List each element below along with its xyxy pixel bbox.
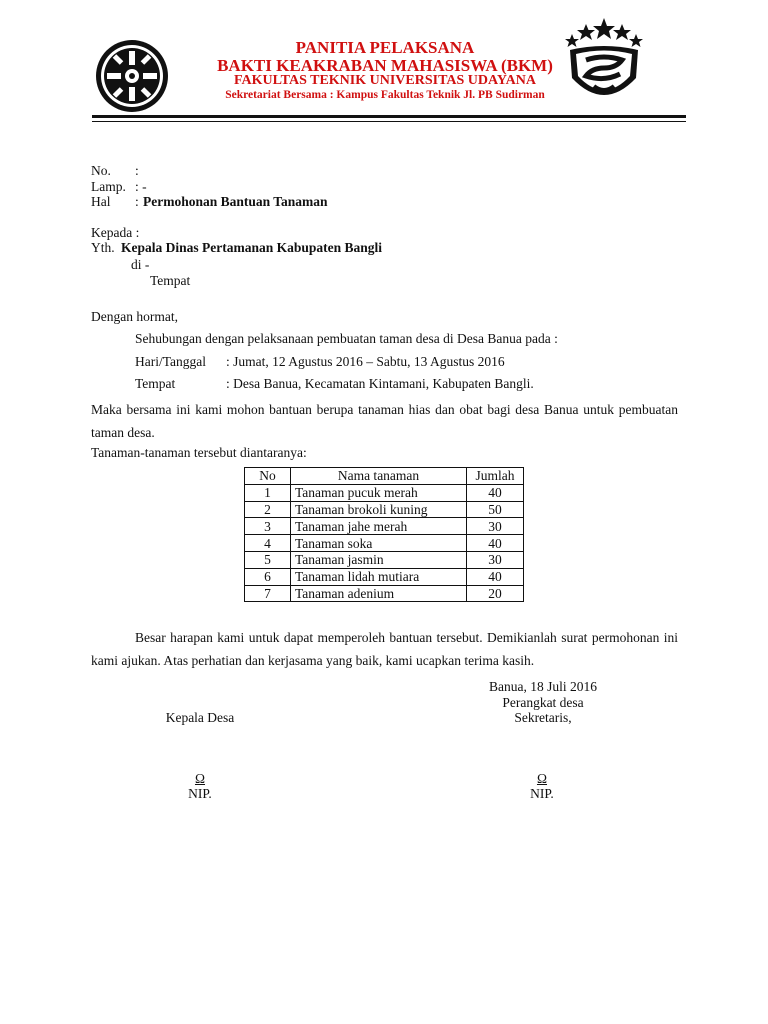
- closing-paragraph: Besar harapan kami untuk dapat memperoleh bantuan tersebut. Demikianlah surat permohonan ini kami ajukan. Atas perhatian dan kerjasama yang baik, kami ucapkan terima kasih.: [91, 630, 678, 668]
- cell-quantity: 30: [467, 518, 524, 535]
- letterhead-address: Sekretariat Bersama : Kampus Fakultas Teknik Jl. PB Sudirman: [225, 89, 545, 101]
- cell-name: Tanaman jasmin: [291, 551, 467, 568]
- request-paragraph: Maka bersama ini kami mohon bantuan berupa tanaman hias dan obat bagi desa Banua untuk pembuatan taman desa.: [91, 402, 678, 440]
- cell-quantity: 30: [467, 551, 524, 568]
- cell-name: Tanaman adenium: [291, 585, 467, 602]
- cell-quantity: 20: [467, 585, 524, 602]
- cell-no: 2: [245, 501, 291, 518]
- left-signatory-title: Kepala Desa: [165, 710, 235, 725]
- tempat-label: Tempat: [150, 273, 191, 288]
- cell-quantity: 40: [467, 568, 524, 585]
- di-label: di -: [131, 257, 150, 272]
- cell-no: 4: [245, 535, 291, 552]
- letterhead-left-logo: [94, 38, 170, 114]
- cell-name: Tanaman pucuk merah: [291, 484, 467, 501]
- recipient-name: Kepala Dinas Pertamanan Kabupaten Bangli: [121, 240, 383, 255]
- cell-no: 1: [245, 484, 291, 501]
- cell-no: 6: [245, 568, 291, 585]
- column-header-quantity: Jumlah: [467, 468, 524, 485]
- yth-prefix: Yth.: [91, 240, 115, 255]
- right-signatory-name: Ω: [536, 771, 548, 786]
- cell-name: Tanaman lidah mutiara: [291, 568, 467, 585]
- letterhead-line-2: BAKTI KEAKRABAN MAHASISWA (BKM): [217, 56, 553, 75]
- table-row: [245, 535, 524, 552]
- right-signatory-title: Perangkat desa: [502, 695, 584, 710]
- left-nip: NIP.: [188, 786, 212, 801]
- letterhead-line-1: PANITIA PELAKSANA: [295, 38, 475, 57]
- letterhead-right-logo: [564, 16, 644, 106]
- table-row: [245, 585, 524, 602]
- hal-label: Hal: [91, 194, 111, 209]
- cell-name: Tanaman brokoli kuning: [291, 501, 467, 518]
- cell-no: 3: [245, 518, 291, 535]
- table-row: [245, 501, 524, 518]
- subject-text: Permohonan Bantuan Tanaman: [143, 194, 328, 209]
- table-row: [245, 484, 524, 501]
- bkm-star-crest-icon: [564, 16, 644, 106]
- letterhead-line-3: FAKULTAS TEKNIK UNIVERSITAS UDAYANA: [234, 73, 536, 88]
- right-nip: NIP.: [530, 786, 554, 801]
- table-header-row: [245, 468, 524, 485]
- cell-quantity: 40: [467, 484, 524, 501]
- table-row: [245, 518, 524, 535]
- table-row: [245, 568, 524, 585]
- no-label: No.: [91, 163, 111, 178]
- date-label: Hari/Tanggal: [135, 354, 207, 369]
- hal-colon: :: [135, 194, 139, 209]
- cell-quantity: 50: [467, 501, 524, 518]
- letterhead-divider-thin: [92, 121, 686, 122]
- no-value: :: [135, 163, 139, 178]
- cell-name: Tanaman soka: [291, 535, 467, 552]
- column-header-name: Nama tanaman: [291, 468, 467, 485]
- cell-no: 5: [245, 551, 291, 568]
- column-header-no: No: [245, 468, 291, 485]
- place-date: Banua, 18 Juli 2016: [489, 679, 597, 694]
- cell-no: 7: [245, 585, 291, 602]
- date-value: : Jumat, 12 Agustus 2016 – Sabtu, 13 Agustus 2016: [226, 354, 505, 369]
- place-label: Tempat: [135, 376, 176, 391]
- cell-name: Tanaman jahe merah: [291, 518, 467, 535]
- cell-quantity: 40: [467, 535, 524, 552]
- letterhead-divider-thick: [92, 115, 686, 118]
- place-value: : Desa Banua, Kecamatan Kintamani, Kabupaten Bangli.: [226, 376, 534, 391]
- right-signatory-role: Sekretaris,: [514, 710, 572, 725]
- kepada-label: Kepada :: [91, 225, 140, 240]
- left-signatory-name: Ω: [194, 771, 206, 786]
- udayana-university-seal-icon: [94, 38, 170, 114]
- intro-paragraph: Sehubungan dengan pelaksanaan pembuatan taman desa di Desa Banua pada :: [135, 331, 558, 346]
- lamp-value: : -: [135, 179, 147, 194]
- salutation: Dengan hormat,: [91, 309, 178, 324]
- plant-table: [244, 467, 524, 602]
- table-row: [245, 551, 524, 568]
- lamp-label: Lamp.: [91, 179, 126, 194]
- list-intro: Tanaman-tanaman tersebut diantaranya:: [91, 445, 307, 460]
